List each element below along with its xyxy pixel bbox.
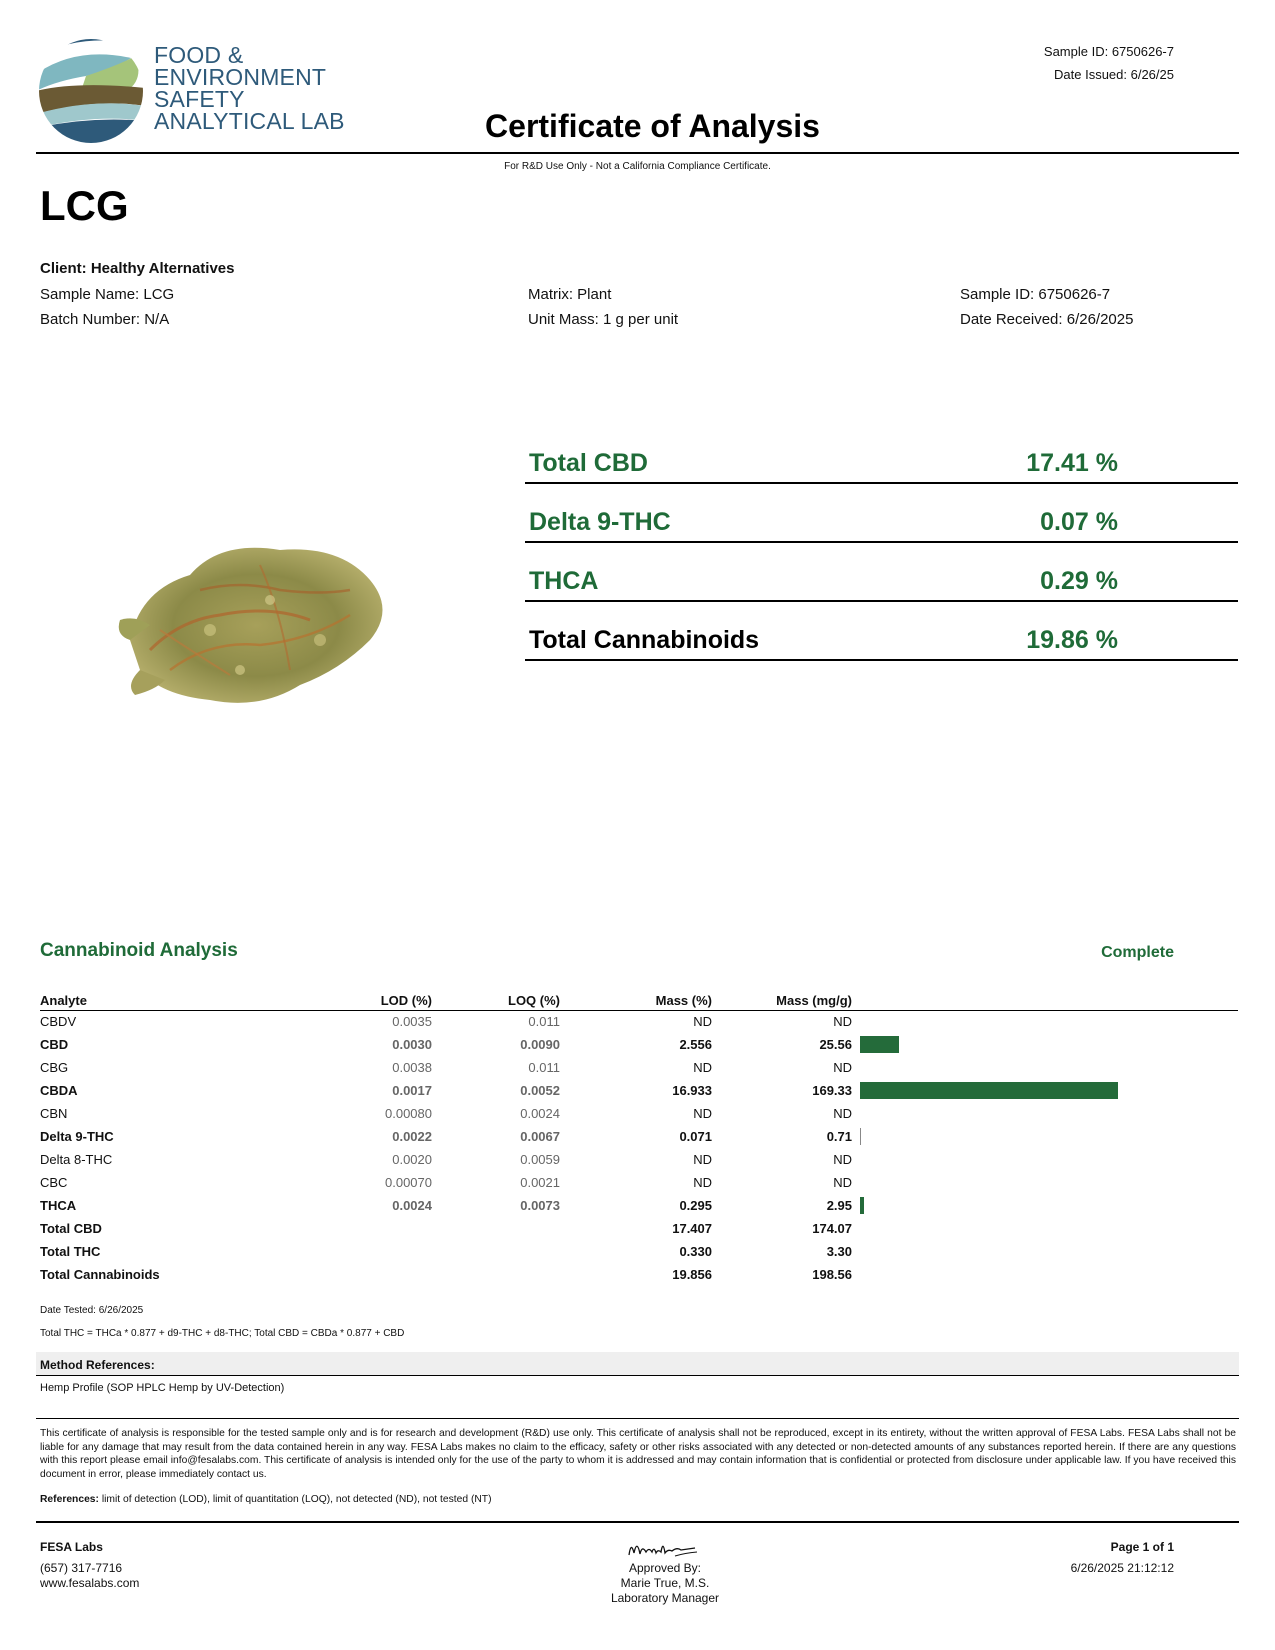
analyte-loq [432, 1217, 560, 1240]
analyte-lod [240, 1217, 432, 1240]
analyte-lod: 0.0024 [392, 1198, 432, 1213]
analyte-bar [860, 1082, 1118, 1099]
analyte-bar-cell [852, 1102, 1238, 1125]
date-received: Date Received: 6/26/2025 [960, 311, 1134, 328]
analyte-mass-mg: 169.33 [812, 1083, 852, 1098]
info-column-2 [528, 282, 678, 332]
references-line [40, 1494, 492, 1505]
footer-company: FESA Labs [40, 1540, 103, 1554]
analyte-name: CBDA [40, 1083, 78, 1098]
thca-label: THCA [529, 567, 599, 595]
approver-title: Laboratory Manager [610, 1591, 720, 1605]
analyte-loq: 0.0090 [520, 1037, 560, 1052]
analyte-bar-cell [852, 1263, 1238, 1286]
table-row [40, 1194, 1238, 1217]
client-name: Client: Healthy Alternatives [40, 260, 235, 277]
analyte-mass-pct: ND [693, 1060, 712, 1075]
analyte-lod: 0.0030 [392, 1037, 432, 1052]
report-timestamp: 6/26/2025 21:12:12 [1070, 1561, 1174, 1575]
table-header-row [40, 988, 1238, 1010]
analyte-mass-mg: ND [833, 1106, 852, 1121]
analyte-mass-mg: 3.30 [826, 1244, 852, 1259]
disclaimer-divider [36, 1418, 1239, 1419]
product-photo [110, 520, 410, 740]
info-column-1 [40, 282, 174, 332]
table-row [40, 1010, 1238, 1033]
delta9-thc-row [525, 485, 1238, 543]
analyte-mass-mg: 174.07 [812, 1221, 852, 1236]
total-cbd-row [525, 426, 1238, 484]
total-cbd-value: 17.41 % [1026, 449, 1118, 477]
analyte-name: Delta 9-THC [40, 1129, 114, 1144]
analyte-bar-cell [852, 1079, 1238, 1102]
table-row [40, 1148, 1238, 1171]
analyte-loq: 0.011 [528, 1060, 560, 1075]
page-number: Page 1 of 1 [1110, 1540, 1174, 1554]
footer-phone: (657) 317-7716 [40, 1561, 123, 1575]
analyte-name: CBC [40, 1175, 68, 1190]
cannabinoid-table [40, 988, 1238, 1286]
table-row [40, 1171, 1238, 1194]
analyte-lod: 0.0017 [392, 1083, 432, 1098]
analyte-name: Total CBD [40, 1221, 102, 1236]
sample-id: Sample ID: 6750626-7 [960, 286, 1111, 303]
analyte-mass-mg: ND [833, 1014, 852, 1030]
analyte-mass-pct: 16.933 [672, 1083, 712, 1098]
table-row [40, 1056, 1238, 1079]
analyte-name: Delta 8-THC [40, 1152, 113, 1167]
logo-line: FOOD & [154, 42, 244, 68]
analyte-name: CBDV [40, 1014, 77, 1030]
analyte-loq: 0.0067 [520, 1129, 560, 1144]
table-row [40, 1263, 1238, 1286]
product-name: LCG [40, 182, 129, 229]
analyte-mass-mg: 0.71 [826, 1129, 852, 1144]
analyte-mass-pct: 0.071 [679, 1129, 712, 1144]
analyte-bar [860, 1128, 861, 1145]
table-row [40, 1125, 1238, 1148]
delta9-thc-value: 0.07 % [1040, 508, 1118, 536]
table-row [40, 1102, 1238, 1125]
analyte-lod: 0.0020 [392, 1152, 432, 1167]
header-bar [852, 988, 1238, 1010]
analyte-lod: 0.00070 [385, 1175, 432, 1190]
header-loq: LOQ (%) [432, 988, 560, 1010]
analyte-mass-pct: ND [693, 1106, 712, 1121]
table-row [40, 1240, 1238, 1263]
analyte-bar-cell [852, 1056, 1238, 1079]
header-mass-mg: Mass (mg/g) [712, 988, 852, 1010]
analyte-bar-cell [852, 1010, 1238, 1033]
references-text: limit of detection (LOD), limit of quantitation (LOQ), not detected (ND), not tested (NT) [98, 1494, 492, 1505]
analyte-mass-pct: 19.856 [672, 1267, 712, 1282]
analyte-lod: 0.0022 [392, 1129, 432, 1144]
analyte-mass-pct: ND [693, 1175, 712, 1190]
footer-approval [560, 1535, 770, 1606]
unit-mass: Unit Mass: 1 g per unit [528, 311, 679, 328]
footer-website: www.fesalabs.com [40, 1576, 140, 1590]
footer-divider [36, 1521, 1239, 1523]
analyte-mass-mg: 2.95 [826, 1198, 852, 1213]
analyte-name: Total THC [40, 1244, 101, 1259]
approved-by-label: Approved By: [628, 1561, 702, 1575]
delta9-thc-label: Delta 9-THC [529, 508, 671, 536]
analyte-bar-cell [852, 1217, 1238, 1240]
analyte-mass-mg: 25.56 [819, 1037, 852, 1052]
analyte-loq: 0.0021 [520, 1175, 560, 1190]
document-title: Certificate of Analysis [485, 108, 820, 144]
analysis-title: Cannabinoid Analysis [40, 940, 238, 961]
references-label: References: [40, 1494, 99, 1505]
analyte-mass-pct: ND [693, 1014, 712, 1030]
analyte-bar-cell [852, 1171, 1238, 1194]
logo-line: ENVIRONMENT [154, 64, 327, 90]
header-divider [36, 152, 1239, 154]
sample-meta [1044, 40, 1174, 86]
total-cannabinoids-label: Total Cannabinoids [529, 626, 760, 654]
info-column-3 [960, 282, 1133, 332]
batch-number: Batch Number: N/A [40, 311, 170, 328]
analyte-name: CBD [40, 1037, 69, 1052]
sample-name: Sample Name: LCG [40, 286, 175, 303]
matrix: Matrix: Plant [528, 286, 612, 303]
rd-use-note: For R&D Use Only - Not a California Compliance Certificate. [504, 161, 771, 172]
header-date-issued: Date Issued: 6/26/25 [1054, 67, 1174, 82]
header-lod: LOD (%) [240, 988, 432, 1010]
total-cannabinoids-row [525, 603, 1238, 661]
signature-image [625, 1535, 705, 1561]
analyte-mass-pct: 2.556 [679, 1037, 712, 1052]
analyte-loq [432, 1240, 560, 1263]
analyte-loq: 0.0073 [520, 1198, 560, 1213]
analyte-mass-mg: 198.56 [812, 1267, 852, 1282]
table-row [40, 1033, 1238, 1056]
analyte-bar-cell [852, 1194, 1238, 1217]
analyte-lod: 0.0035 [392, 1014, 432, 1030]
analyte-mass-mg: ND [833, 1175, 852, 1190]
analyte-name: THCA [40, 1198, 77, 1213]
analyte-lod [240, 1240, 432, 1263]
analyte-mass-pct: 0.330 [679, 1244, 712, 1259]
footer-company-info [40, 1540, 139, 1591]
table-row [40, 1217, 1238, 1240]
analyte-bar-cell [852, 1033, 1238, 1056]
analyte-name: CBG [40, 1060, 69, 1075]
analyte-lod: 0.0038 [392, 1060, 432, 1075]
analyte-lod [240, 1263, 432, 1286]
approver-name: Marie True, M.S. [620, 1576, 710, 1590]
disclaimer-text: This certificate of analysis is responsible for the tested sample only and is for research and development (R&D) use only. This certificate of analysis shall not be reproduced, except in its entirety, without the written approval of FESA Labs. FESA Labs shall not be liable for any damage that may result from the data contained herein in any way. FESA Labs makes no claim to the efficacy, safety or other risks associated with any detected or non-detected amounts of any substances reported herein. If there are any questions with this report please email info@fesalabs.com. This certificate of analysis is intended only for the use of the party to whom it is addressed and may contain information that is confidential or protected from disclosure under applicable law. If you have received this document in error, please immediately contact us. [40, 1428, 1236, 1480]
analyte-loq: 0.0024 [520, 1106, 560, 1121]
logo-line: ANALYTICAL LAB [154, 108, 345, 134]
analyte-mass-mg: ND [833, 1060, 852, 1075]
analyte-mass-mg: ND [833, 1152, 852, 1167]
analyte-loq: 0.0052 [520, 1083, 560, 1098]
analyte-loq: 0.0059 [520, 1152, 560, 1167]
analyte-bar-cell [852, 1240, 1238, 1263]
analyte-bar [860, 1036, 899, 1053]
analyte-name: Total Cannabinoids [40, 1267, 160, 1282]
method-references-heading: Method References: [36, 1352, 1239, 1376]
analyte-name: CBN [40, 1106, 68, 1121]
total-cbd-label: Total CBD [529, 449, 648, 477]
thca-value: 0.29 % [1040, 567, 1118, 595]
analyte-loq [432, 1263, 560, 1286]
footer-page-info [1071, 1540, 1174, 1576]
logo-line: SAFETY [154, 86, 245, 112]
analysis-status: Complete [1101, 944, 1174, 961]
table-row [40, 1079, 1238, 1102]
thca-row [525, 544, 1238, 602]
header-sample-id: Sample ID: 6750626-7 [1043, 44, 1174, 59]
analyte-mass-pct: ND [693, 1152, 712, 1167]
analyte-mass-pct: 0.295 [679, 1198, 712, 1213]
analyte-loq: 0.011 [528, 1014, 560, 1030]
method-reference-item: Hemp Profile (SOP HPLC Hemp by UV-Detection) [40, 1382, 285, 1394]
header-mass-pct: Mass (%) [560, 988, 712, 1010]
analyte-mass-pct: 17.407 [672, 1221, 712, 1236]
total-cannabinoids-value: 19.86 % [1026, 626, 1118, 654]
header-analyte: Analyte [40, 988, 240, 1010]
analyte-bar-cell [852, 1148, 1238, 1171]
analyte-bar [860, 1197, 864, 1214]
analyte-bar-cell [852, 1125, 1238, 1148]
date-tested: Date Tested: 6/26/2025 [40, 1305, 144, 1316]
analyte-lod: 0.00080 [385, 1106, 432, 1121]
calculation-formula: Total THC = THCa * 0.877 + d9-THC + d8-THC; Total CBD = CBDa * 0.877 + CBD [40, 1328, 405, 1339]
